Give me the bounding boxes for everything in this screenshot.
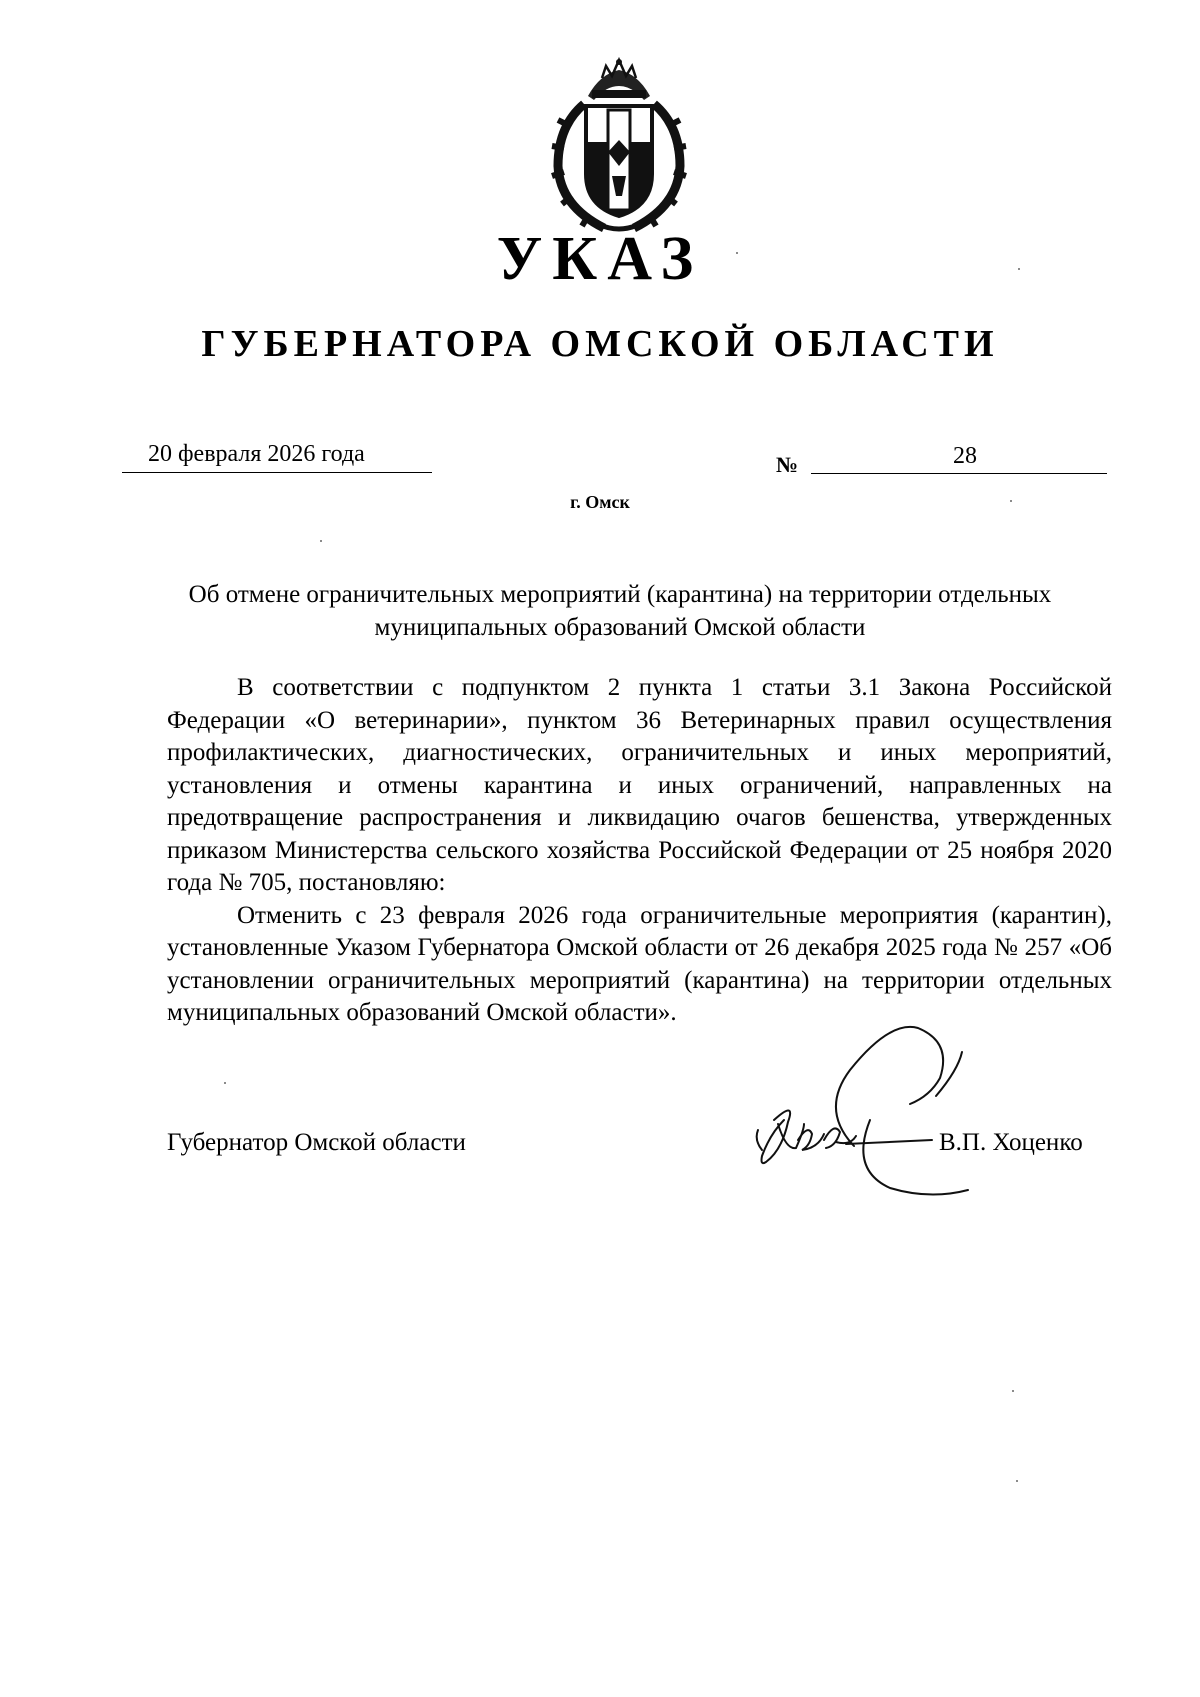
omsk-oblast-coat-of-arms-icon bbox=[548, 56, 690, 232]
decree-subject: Об отмене ограничительных мероприятий (карантина) на территории отдельных муниципальных образований Омской области bbox=[188, 581, 1052, 641]
scan-speck bbox=[1018, 268, 1020, 270]
scan-speck bbox=[1016, 1480, 1018, 1482]
number-sign: № bbox=[776, 452, 799, 477]
body-paragraph: Отменить с 23 февраля 2026 года ограничительные мероприятия (карантин), установленные Указом Губернатора Омской области от 26 декабря 2025 года № 257 «Об установлении ограничительных мероприятий (карантина) на территории отдельных муниципальных образований Омской области». bbox=[167, 901, 1112, 1026]
scan-speck bbox=[736, 252, 738, 254]
decree-body bbox=[167, 672, 1112, 1030]
decree-number-field bbox=[811, 445, 1107, 474]
decree-date: 20 февраля 2026 года bbox=[148, 441, 365, 467]
handwritten-signature-icon bbox=[700, 1000, 1040, 1210]
scan-speck bbox=[320, 540, 322, 542]
scan-speck bbox=[1012, 1390, 1014, 1392]
city-label: г. Омск bbox=[570, 492, 630, 512]
issuer-title: ГУБЕРНАТОРА ОМСКОЙ ОБЛАСТИ bbox=[201, 323, 999, 365]
scan-speck bbox=[224, 1082, 226, 1084]
signer-position: Губернатор Омской области bbox=[167, 1129, 466, 1156]
decree-number: 28 bbox=[953, 443, 977, 469]
signer-name: В.П. Хоценко bbox=[939, 1129, 1083, 1156]
document-type-title: УКАЗ bbox=[496, 225, 704, 293]
body-paragraph: В соответствии с подпунктом 2 пункта 1 статьи 3.1 Закона Российской Федерации «О ветеринарии», пунктом 36 Ветеринарных правил осуществления профилактических, диагностических, ограничительных и иных мероприятий, установления и отмены карантина и иных ограничений, направленных на предотвращение распространения и ликвидацию очагов бешенства, утвержденных приказом Министерства сельского хозяйства Российской Федерации от 25 ноября 2020 года № 705, постановляю: bbox=[167, 674, 1112, 896]
scan-speck bbox=[1010, 500, 1012, 502]
decree-date-field bbox=[122, 439, 432, 473]
